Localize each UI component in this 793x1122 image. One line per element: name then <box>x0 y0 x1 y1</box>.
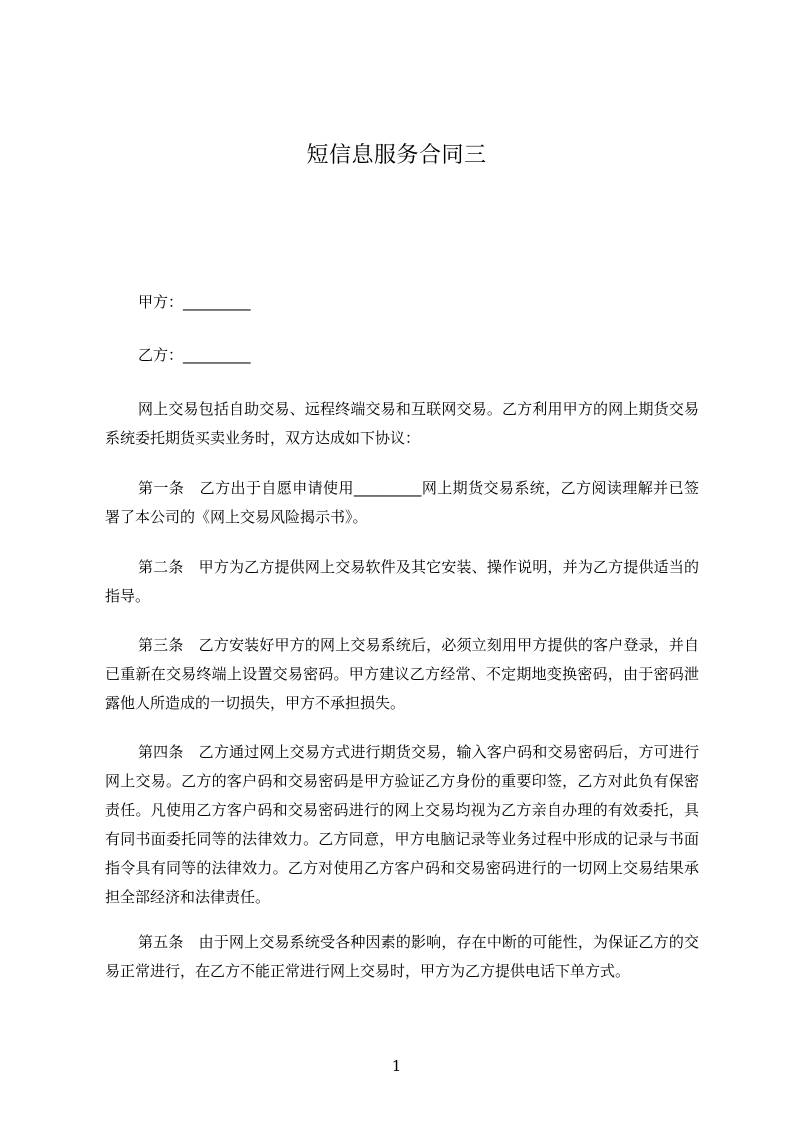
article-2-paragraph: 第二条 甲方为乙方提供网上交易软件及其它安装、操作说明，并为乙方提供适当的指导。 <box>105 558 699 605</box>
party-b-line: 乙方：_________ <box>138 346 251 364</box>
intro-paragraph: 网上交易包括自助交易、远程终端交易和互联网交易。乙方利用甲方的网上期货交易系统委托期货买卖业务时，双方达成如下协议： <box>105 400 699 447</box>
article-3-paragraph: 第三条 乙方安装好甲方的网上交易系统后，必须立刻用甲方提供的客户登录，并自已重新在交易终端上设置交易密码。甲方建议乙方经常、不定期地变换密码，由于密码泄露他人所造成的一切损失，甲方不承担损失。 <box>105 636 699 712</box>
article-5-paragraph: 第五条 由于网上交易系统受各种因素的影响，存在中断的可能性，为保证乙方的交易正常进行，在乙方不能正常进行网上交易时，甲方为乙方提供电话下单方式。 <box>105 933 699 980</box>
party-a-line: 甲方：_________ <box>138 293 251 311</box>
page-title: 短信息服务合同三 <box>306 143 487 168</box>
article-4-paragraph: 第四条 乙方通过网上交易方式进行期货交易，输入客户码和交易密码后，方可进行网上交易。乙方的客户码和交易密码是甲方验证乙方身份的重要印签，乙方对此负有保密责任。凡使用乙方客户码和交易密码进行的网上交易均视为乙方亲自办理的有效委托，具有同书面委托同等的法律效力。乙方同意，甲方电脑记录等业务过程中形成的记录与书面指令具有同等的法律效力。乙方对使用乙方客户码和交易密码进行的一切网上交易结果承担全部经济和法律责任。 <box>105 743 699 906</box>
page-number: 1 <box>391 1057 402 1075</box>
article-1-paragraph: 第一条 乙方出于自愿申请使用_________网上期货交易系统，乙方阅读理解并已签署了本公司的《网上交易风险揭示书》。 <box>105 479 699 526</box>
